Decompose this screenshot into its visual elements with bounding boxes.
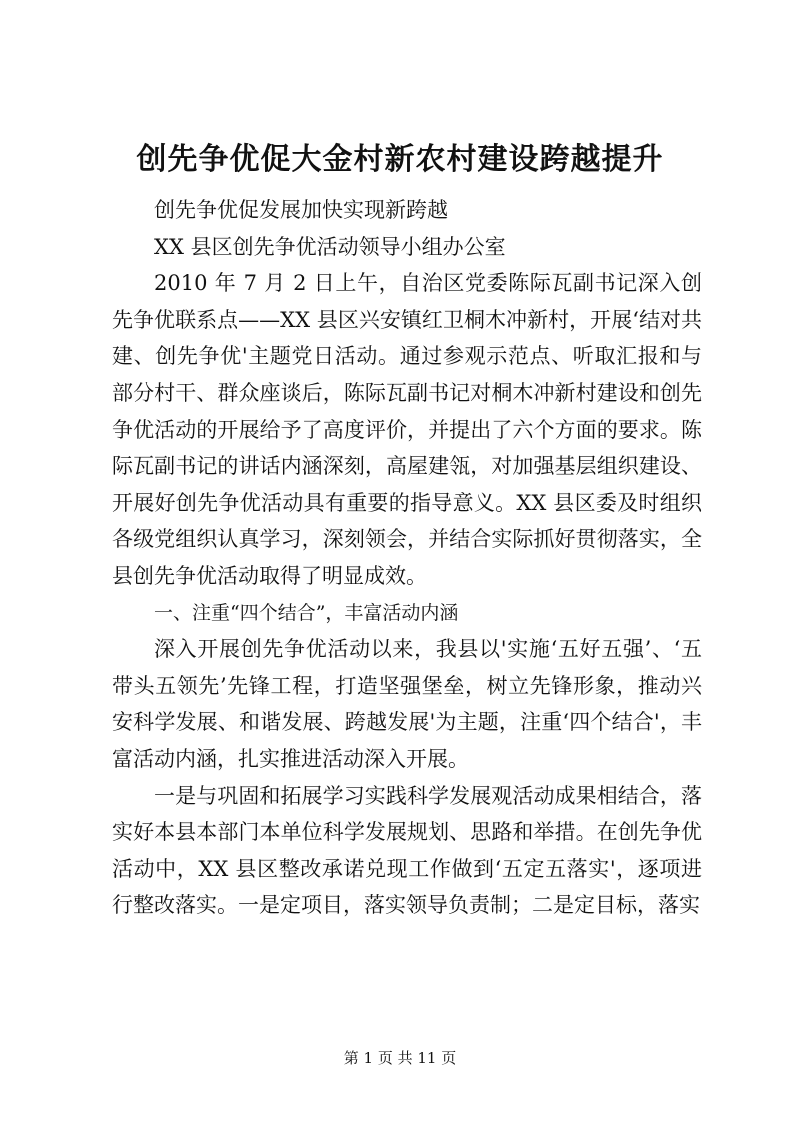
body-paragraph: 深入开展创先争优活动以来，我县以'实施‘五好五强’、‘五带头五领先’先锋工程，打造坚强堡垒，树立先锋形象，推动兴安科学发展、和谐发展、跨越发展'为主题，注重‘四个结合'，丰富活动内涵，扎实推进活动深入开展。	[112, 637, 702, 771]
subtitle-paragraph: 创先争优促发展加快实现新跨越	[154, 198, 448, 222]
page-footer: 第 1 页 共 11 页	[343, 1049, 457, 1067]
body-paragraph: 2010 年 7 月 2 日上午，自治区党委陈际瓦副书记深入创先争优联系点——XX 县区兴安镇红卫桐木冲新村，开展‘结对共建、创先争优'主题党日活动。通过参观示范点、听取汇报和与部分村干、群众座谈后，陈际瓦副书记对桐木冲新村建设和创先争优活动的开展给予了高度评价，并提出了六个方面的要求。陈际瓦副书记的讲话内涵深刻，高屋建瓴，对加强基层组织建设、开展好创先争优活动具有重要的指导意义。XX 县区委及时组织各级党组织认真学习，深刻领会，并结合实际抓好贯彻落实，全县创先争优活动取得了明显成效。	[112, 271, 702, 588]
section-heading: 一、注重“四个结合”，丰富活动内涵	[154, 601, 459, 624]
body-paragraph: 一是与巩固和拓展学习实践科学发展观活动成果相结合，落实好本县本部门本单位科学发展规划、思路和举措。在创先争优活动中，XX 县区整改承诺兑现工作做到‘五定五落实'，逐项进行整改落实。一是定项目，落实领导负责制；二是定目标，落实	[112, 783, 702, 918]
document-title: 创先争优促大金村新农村建设跨越提升	[136, 142, 664, 177]
document-body	[112, 192, 702, 924]
author-paragraph: XX 县区创先争优活动领导小组办公室	[154, 234, 506, 259]
